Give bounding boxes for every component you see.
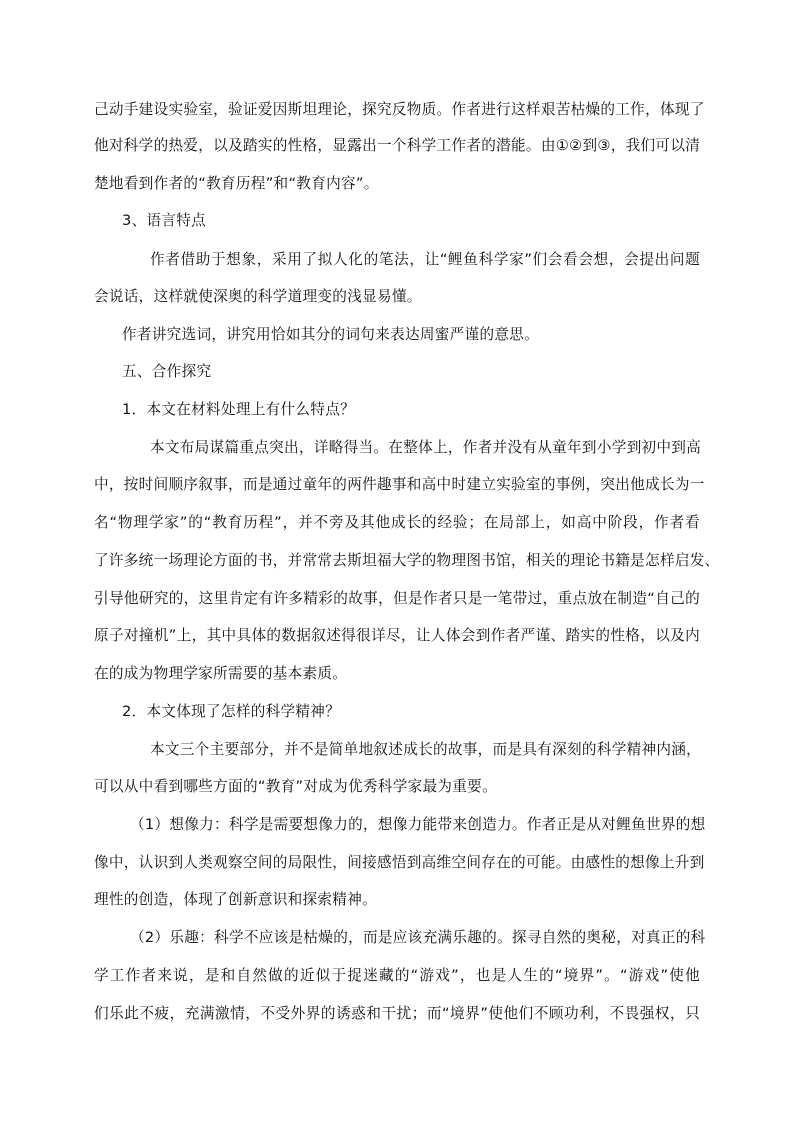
text-line: 楚地看到作者的“教育历程”和“教育内容”。 [94, 175, 379, 192]
text-line: 引导他研究的，这里肯定有许多精彩的故事，但是作者只是一笔带过，重点放在制造“自己的 [94, 590, 700, 607]
text-line: 原子对撞机”上，其中具体的数据叙述得很详尽，让人体会到作者严谨、踏实的性格，以及内 [94, 627, 700, 644]
text-line: 了许多统一场理论方面的书，并常常去斯坦福大学的物理图书馆，相关的理论书籍是怎样启发、 [94, 552, 720, 569]
text-line: 本文三个主要部分，并不是简单地叙述成长的故事，而是具有深刻的科学精神内涵， [150, 741, 702, 758]
question-heading: 2．本文体现了怎样的科学精神？ [122, 703, 341, 720]
text-line: 理性的创造，体现了创新意识和探索精神。 [94, 891, 377, 908]
text-line: 名“物理学家”的“教育历程”，并不旁及其他成长的经验；在局部上，如高中阶段，作者看 [94, 514, 700, 531]
text-line: 学工作者来说，是和自然做的近似于捉迷藏的“游戏”，也是人生的“境界”。“游戏”使他 [94, 967, 700, 984]
text-line: 可以从中看到哪些方面的“教育”对成为优秀科学家最为重要。 [94, 778, 497, 795]
text-line: 中，按时间顺序叙事，而是通过童年的两件趣事和高中时建立实验室的事例，突出他成长为一 [94, 476, 705, 493]
section-heading: 3、语言特点 [122, 212, 207, 229]
text-line: 他对科学的热爱，以及踏实的性格，显露出一个科学工作者的潜能。由①②到③，我们可以清 [94, 137, 701, 154]
text-line: 作者讲究选词，讲究用恰如其分的词句来表达周蜜严谨的意思。 [122, 326, 540, 343]
text-line: （2）乐趣：科学不应该是枯燥的，而是应该充满乐趣的。探寻自然的奥秘，对真正的科 [130, 929, 706, 946]
text-line: 己动手建设实验室，验证爱因斯坦理论，探究反物质。作者进行这样艰苦枯燥的工作，体现了 [94, 101, 705, 118]
text-line: 本文布局谋篇重点突出，详略得当。在整体上，作者并没有从童年到小学到初中到高 [150, 439, 702, 456]
text-line: （1）想像力：科学是需要想像力的，想像力能带来创造力。作者正是从对鲤鱼世界的想 [130, 816, 706, 833]
text-line: 像中，认识到人类观察空间的局限性，间接感悟到高维空间存在的可能。由感性的想像上升到 [94, 854, 705, 871]
text-line: 作者借助于想象，采用了拟人化的笔法，让“鲤鱼科学家”们会看会想，会提出问题 [150, 251, 700, 268]
section-heading: 五、合作探究 [122, 363, 212, 380]
text-line: 会说话，这样就使深奥的科学道理变的浅显易懂。 [94, 288, 422, 305]
text-line: 们乐此不疲，充满激情，不受外界的诱惑和干扰；而“境界”使他们不顾功利，不畏强权，只 [94, 1005, 700, 1022]
question-heading: 1．本文在材料处理上有什么特点？ [122, 401, 355, 418]
text-line: 在的成为物理学家所需要的基本素质。 [94, 665, 348, 682]
